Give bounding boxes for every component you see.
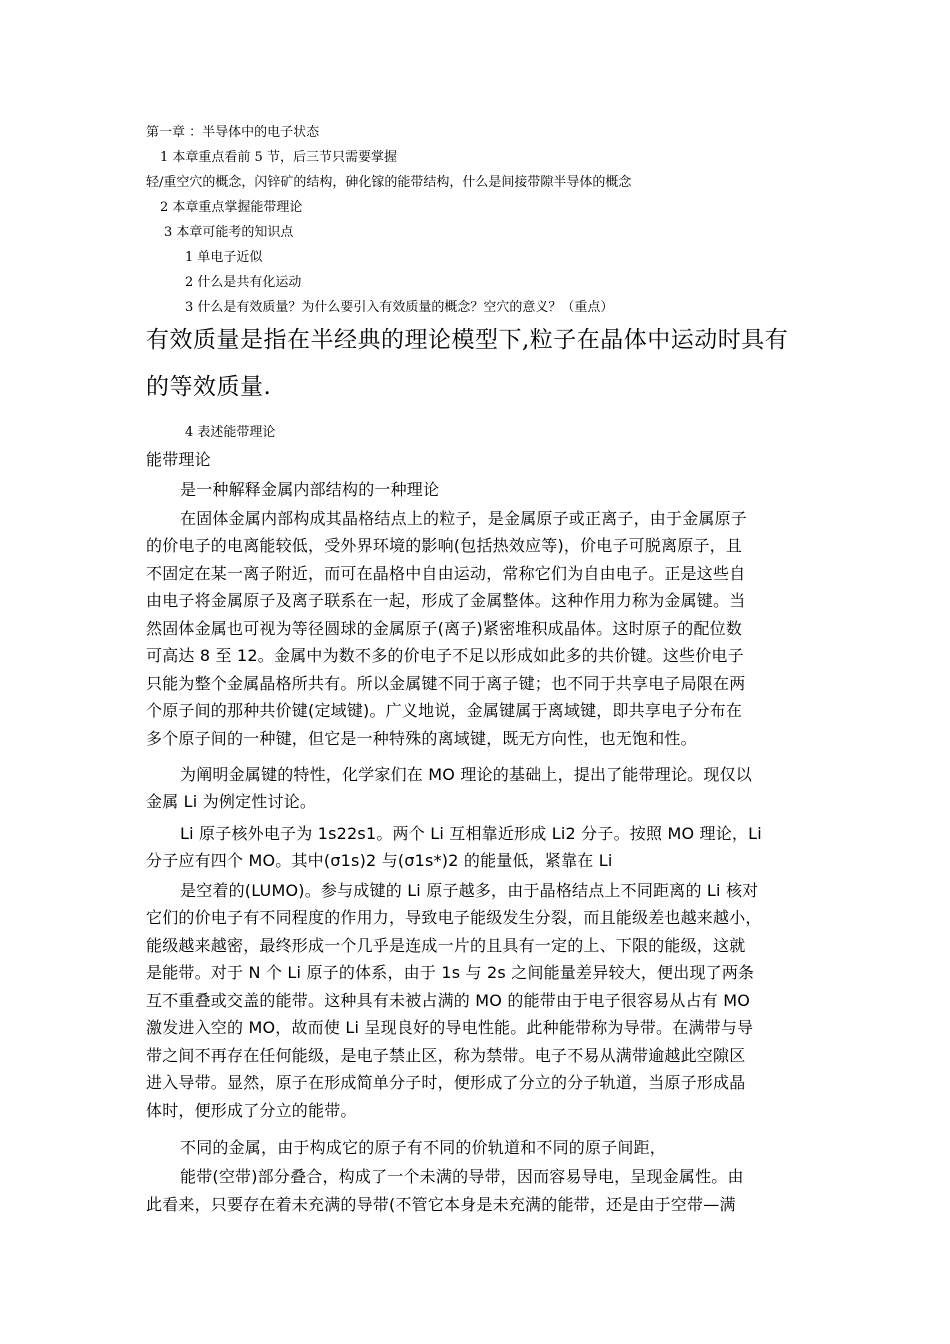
subpoint-1: 1 单电子近似: [185, 250, 263, 265]
outline-point-1: 1 本章重点看前 5 节，后三节只需要掌握: [160, 150, 397, 165]
paragraph-line: 在固体金属内部构成其晶格结点上的粒子，是金属原子或正离子，由于金属原子: [180, 509, 748, 528]
subpoint-2: 2 什么是共有化运动: [185, 275, 302, 290]
paragraph-line: 是能带。对于 N 个 Li 原子的体系，由于 1s 与 2s 之间能量差异较大，便出现了两条: [146, 963, 755, 982]
paragraph-line: 能级越来越密，最终形成一个几乎是连成一片的且具有一定的上、下限的能级，这就: [146, 936, 746, 955]
paragraph-line: 只能为整个金属晶格所共有。所以金属键不同于离子键；也不同于共享电子局限在两: [146, 674, 746, 693]
paragraph-line: 进入导带。显然，原子在形成简单分子时，便形成了分立的分子轨道，当原子形成晶: [146, 1073, 746, 1092]
answer-line-1: 有效质量是指在半经典的理论模型下,粒子在晶体中运动时具有: [146, 327, 789, 353]
paragraph-line: 由电子将金属原子及离子联系在一起，形成了金属整体。这种作用力称为金属键。当: [146, 591, 746, 610]
answer-line-2: 的等效质量.: [146, 374, 272, 400]
paragraph-line: 金属 Li 为例定性讨论。: [146, 792, 317, 811]
outline-point-2: 2 本章重点掌握能带理论: [160, 200, 303, 215]
paragraph-line: 不同的金属，由于构成它的原子有不同的价轨道和不同的原子间距，: [180, 1138, 667, 1157]
paragraph-line: 不固定在某一离子附近，而可在晶格中自由运动，常称它们为自由电子。正是这些自: [146, 564, 746, 583]
paragraph-line: 互不重叠或交盖的能带。这种具有未被占满的 MO 的能带由于电子很容易从占有 MO: [146, 991, 751, 1010]
paragraph-line: 多个原子间的一种键，但它是一种特殊的离域键，既无方向性，也无饱和性。: [146, 729, 697, 748]
paragraph-line: 是一种解释金属内部结构的一种理论: [180, 480, 440, 499]
section-title: 能带理论: [146, 450, 211, 469]
outline-item-4: 4 表述能带理论: [185, 425, 276, 440]
paragraph-line: 是空着的(LUMO)。参与成键的 Li 原子越多，由于晶格结点上不同距离的 Li 核对: [180, 881, 759, 900]
outline-point-3: 3 本章可能考的知识点: [164, 225, 294, 240]
paragraph-line: 分子应有四个 MO。其中(σ1s)2 与(σ1s*)2 的能量低，紧靠在 Li: [146, 851, 613, 870]
paragraph-line: 带之间不再存在任何能级，是电子禁止区，称为禁带。电子不易从满带逾越此空隙区: [146, 1046, 746, 1065]
outline-point-1-detail: 轻/重空穴的概念，闪锌矿的结构，砷化镓的能带结构，什么是间接带隙半导体的概念: [146, 175, 632, 190]
paragraph-line: 此看来，只要存在着未充满的导带(不管它本身是未充满的能带，还是由于空带—满: [146, 1195, 736, 1214]
chapter-heading: 第一章 ：半导体中的电子状态: [146, 125, 320, 140]
paragraph-line: 可高达 8 至 12。金属中为数不多的价电子不足以形成如此多的共价键。这些价电子: [146, 646, 744, 665]
subpoint-3: 3 什么是有效质量？为什么要引入有效质量的概念？空穴的意义？（重点）: [185, 300, 614, 315]
paragraph-line: 然固体金属也可视为等径圆球的金属原子(离子)紧密堆积成晶体。这时原子的配位数: [146, 619, 743, 638]
paragraph-line: Li 原子核外电子为 1s22s1。两个 Li 互相靠近形成 Li2 分子。按照 MO 理论，Li: [180, 824, 762, 843]
paragraph-line: 能带(空带)部分叠合，构成了一个未满的导带，因而容易导电，呈现金属性。由: [180, 1167, 744, 1186]
paragraph-line: 它们的价电子有不同程度的作用力，导致电子能级发生分裂，而且能级差也越来越小，: [146, 908, 762, 927]
paragraph-line: 个原子间的那种共价键(定域键)。广义地说，金属键属于离域键，即共享电子分布在: [146, 701, 743, 720]
paragraph-line: 的价电子的电离能较低，受外界环境的影响(包括热效应等)，价电子可脱离原子，且: [146, 536, 743, 555]
paragraph-line: 为阐明金属键的特性，化学家们在 MO 理论的基础上，提出了能带理论。现仅以: [180, 765, 752, 784]
paragraph-line: 体时，便形成了分立的能带。: [146, 1101, 357, 1120]
paragraph-line: 激发进入空的 MO，故而使 Li 呈现良好的导电性能。此种能带称为导带。在满带与导: [146, 1018, 754, 1037]
